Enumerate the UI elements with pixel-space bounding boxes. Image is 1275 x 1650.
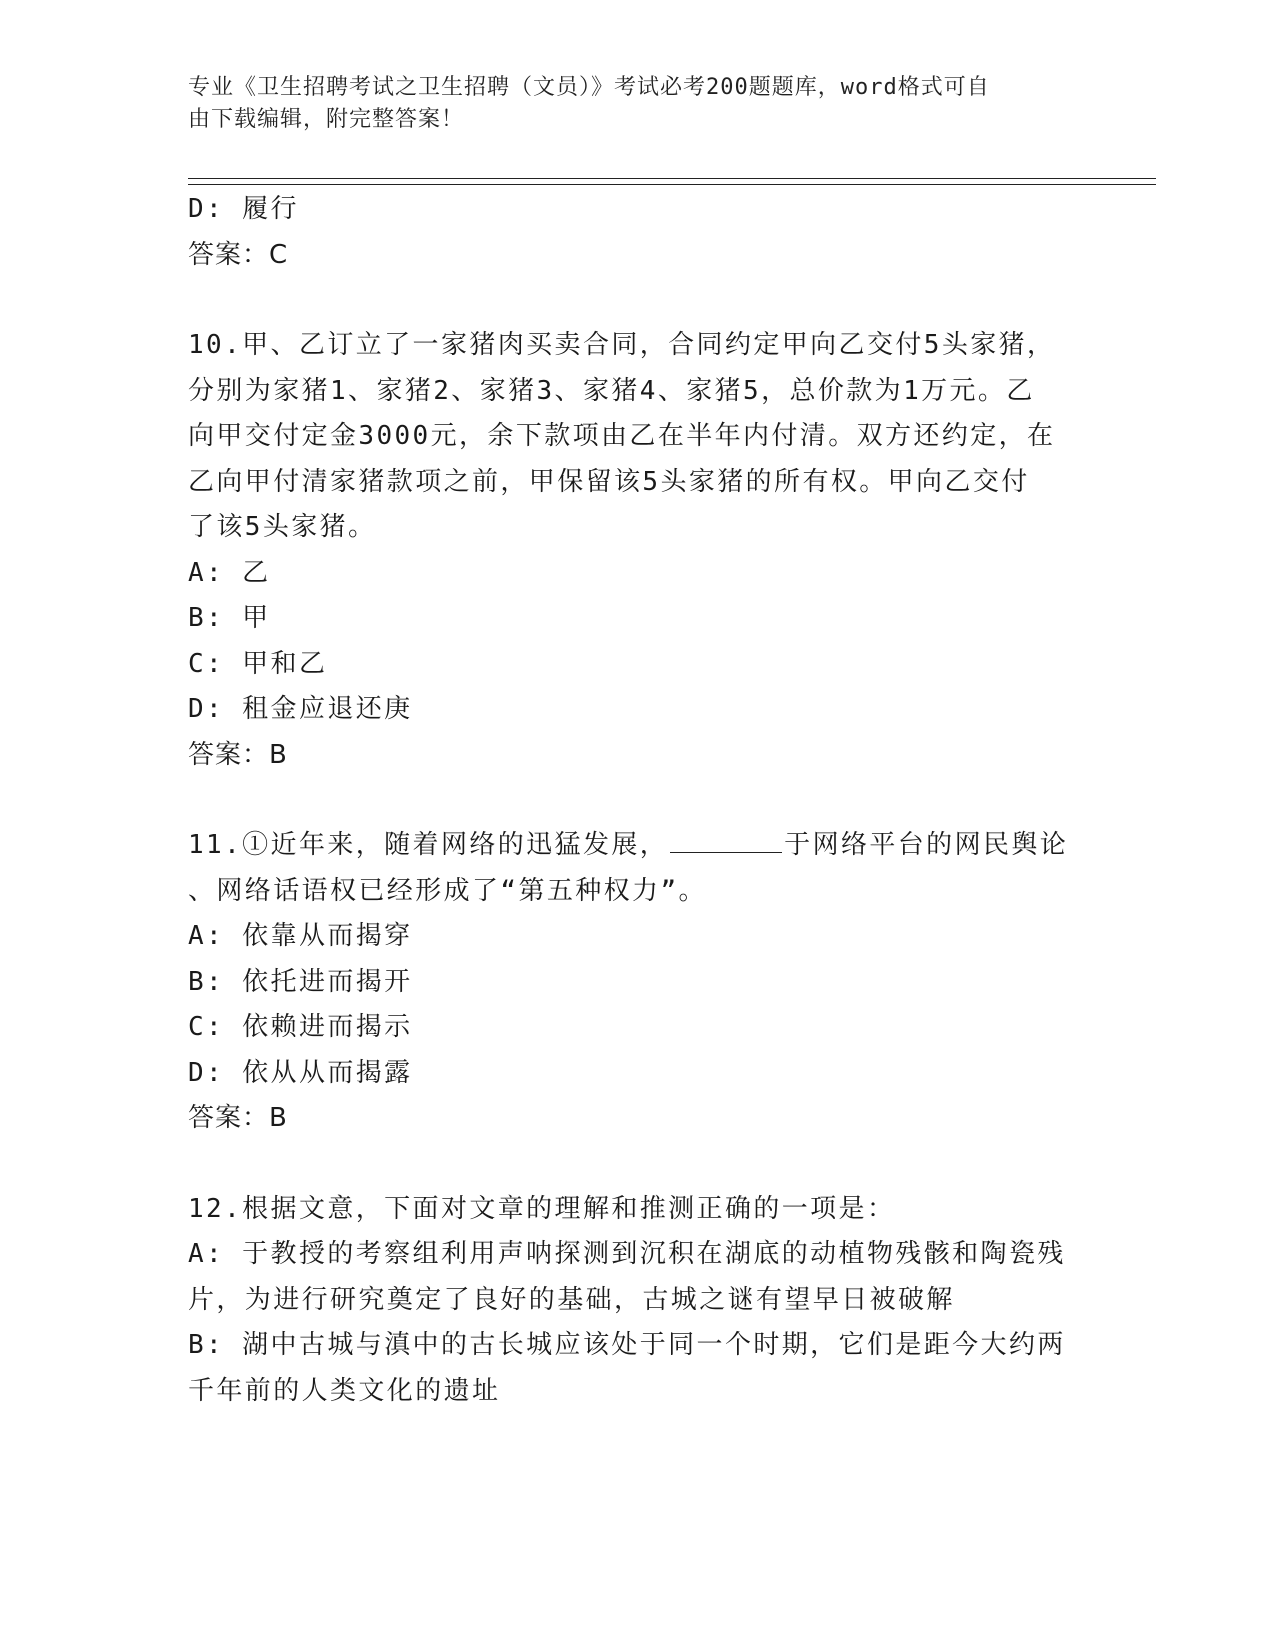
header-line-2: 由下载编辑，附完整答案！	[188, 107, 465, 132]
document-header	[188, 72, 1088, 136]
header-line-1: 专业《卫生招聘考试之卫生招聘（文员）》考试必考200题题库，word格式可自	[188, 75, 990, 100]
option-b-line: B: 湖中古城与滇中的古长城应该处于同一个时期，它们是距今大约两	[188, 1330, 1066, 1360]
option-a: A: 乙	[188, 557, 271, 588]
option-a: A: 依靠从而揭穿	[188, 921, 413, 951]
option-a-line: 片，为进行研究奠定了良好的基础，古城之谜有望早日被破解	[188, 1284, 955, 1315]
question-stem-line: 分别为家猪1、家猪2、家猪3、家猪4、家猪5，总价款为1万元。乙	[188, 375, 1035, 406]
question-stem-line: 了该5头家猪。	[188, 512, 377, 542]
option-d: D: 租金应退还庚	[188, 694, 413, 724]
question-10	[188, 323, 1088, 778]
option-c: C: 依赖进而揭示	[188, 1012, 413, 1042]
option-a-line: A: 于教授的考察组利用声呐探测到沉积在湖底的动植物残骸和陶瓷残	[188, 1239, 1066, 1269]
question-stem-line: 10.甲、乙订立了一家猪肉买卖合同，合同约定甲向乙交付5头家猪，	[188, 330, 1056, 360]
option-b-line: 千年前的人类文化的遗址	[188, 1375, 501, 1406]
question-stem-line: 向甲交付定金3000元，余下款项由乙在半年内付清。双方还约定，在	[188, 421, 1056, 451]
stem-text-after-blank: 于网络平台的网民舆论	[784, 830, 1069, 860]
answer-line: 答案：B	[188, 739, 288, 770]
question-stem-line: 12.根据文意，下面对文章的理解和推测正确的一项是：	[188, 1193, 896, 1224]
question-stem-line	[188, 823, 1088, 869]
document-body	[188, 187, 1088, 1414]
spacer	[188, 278, 1088, 323]
question-stem-line: 乙向甲付清家猪款项之前，甲保留该5头家猪的所有权。甲向乙交付	[188, 466, 1030, 497]
question-11	[188, 823, 1088, 1142]
fill-in-blank	[670, 830, 782, 853]
stem-text-before-blank: 11.①近年来，随着网络的迅猛发展，	[188, 830, 669, 860]
question-stem-line: 、网络话语权已经形成了“第五种权力”。	[188, 875, 707, 906]
option-b: B: 甲	[188, 603, 271, 633]
header-rule-bottom	[188, 184, 1156, 185]
carryover-option-d: D: 履行	[188, 194, 299, 224]
spacer	[188, 1142, 1088, 1187]
option-b: B: 依托进而揭开	[188, 966, 413, 997]
spacer	[188, 778, 1088, 823]
header-rule-top	[188, 178, 1156, 179]
question-12	[188, 1187, 1088, 1415]
option-c: C: 甲和乙	[188, 648, 328, 679]
answer-line: 答案：B	[188, 1103, 288, 1133]
option-d: D: 依从从而揭露	[188, 1057, 413, 1088]
carryover-answer: 答案：C	[188, 239, 289, 270]
